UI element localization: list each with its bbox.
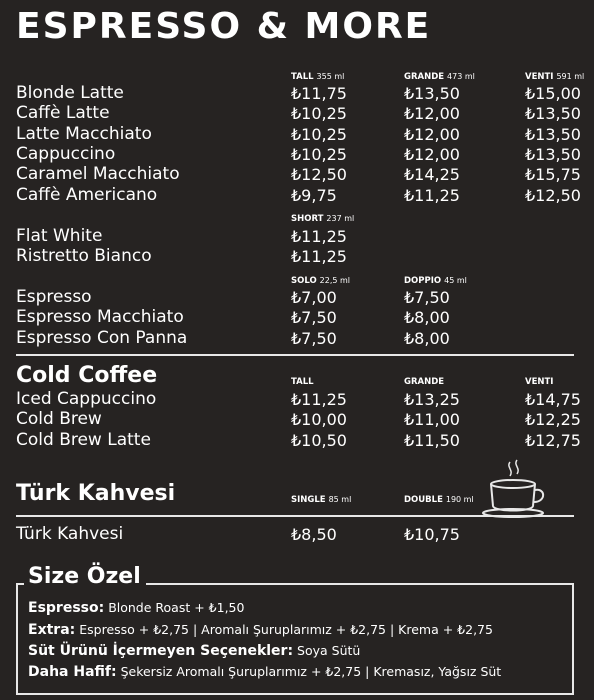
price: ₺13,50 (525, 104, 581, 123)
size-header-double: DOUBLE 190 ml (404, 495, 474, 505)
size-header-tall: TALL (291, 377, 314, 387)
price: ₺9,75 (291, 186, 337, 205)
menu-item-name: Caffè Latte (16, 103, 110, 123)
menu-item-name: Türk Kahvesi (16, 524, 124, 544)
menu-item-name: Ristretto Bianco (16, 246, 152, 266)
price: ₺13,50 (525, 125, 581, 144)
price: ₺12,50 (291, 165, 347, 184)
menu-item-name: Caffè Americano (16, 185, 158, 205)
size-header-grande: GRANDE (404, 377, 445, 387)
size-header-tall: TALL 355 ml (291, 72, 345, 82)
price: ₺10,50 (291, 431, 347, 450)
menu-item-name: Caramel Macchiato (16, 164, 180, 184)
section-title-cold-coffee: Cold Coffee (16, 363, 158, 388)
option-label: Extra: (28, 622, 76, 638)
price: ₺12,00 (404, 104, 460, 123)
menu-item-name: Cappuccino (16, 144, 116, 164)
price: ₺8,00 (404, 329, 450, 348)
divider (16, 515, 574, 517)
size-header-short: SHORT 237 ml (291, 214, 355, 224)
price: ₺10,25 (291, 104, 347, 123)
price: ₺11,25 (291, 247, 347, 266)
menu-item-name: Espresso Macchiato (16, 307, 184, 327)
size-header-single: SINGLE 85 ml (291, 495, 352, 505)
coffee-cup-icon (480, 458, 550, 522)
price: ₺11,75 (291, 84, 347, 103)
size-header-venti: VENTI 591 ml (525, 72, 585, 82)
option-label: Daha Hafif: (28, 664, 117, 680)
menu-item-name: Iced Cappuccino (16, 389, 157, 409)
price: ₺11,50 (404, 431, 460, 450)
menu-item-name: Flat White (16, 226, 103, 246)
price: ₺11,00 (404, 410, 460, 429)
menu-item-name: Cold Brew Latte (16, 430, 151, 450)
option-label: Süt Ürünü İçermeyen Seçenekler: (28, 643, 294, 659)
option-label: Espresso: (28, 600, 105, 616)
size-header-doppio: DOPPIO 45 ml (404, 276, 467, 286)
price: ₺12,50 (525, 186, 581, 205)
price: ₺7,00 (291, 288, 337, 307)
section-title-turk-kahvesi: Türk Kahvesi (16, 481, 176, 506)
price: ₺8,00 (404, 308, 450, 327)
price: ₺11,25 (404, 186, 460, 205)
divider (16, 354, 574, 356)
size-header-grande: GRANDE 473 ml (404, 72, 475, 82)
menu-item-name: Espresso (16, 287, 92, 307)
option-row (28, 643, 360, 659)
price: ₺10,25 (291, 125, 347, 144)
option-row (28, 664, 501, 680)
price: ₺7,50 (404, 288, 450, 307)
price: ₺10,75 (404, 525, 460, 544)
price: ₺12,25 (525, 410, 581, 429)
options-box-border (146, 583, 574, 585)
price: ₺13,50 (404, 84, 460, 103)
price: ₺13,50 (525, 145, 581, 164)
menu-item-name: Blonde Latte (16, 83, 124, 103)
options-title: Size Özel (28, 564, 141, 589)
size-header-venti: VENTI (525, 377, 554, 387)
price: ₺10,00 (291, 410, 347, 429)
option-row (28, 600, 244, 616)
menu-item-name: Latte Macchiato (16, 124, 152, 144)
price: ₺7,50 (291, 308, 337, 327)
option-text: Espresso + ₺2,75 | Aromalı Şuruplarımız + ₺2,75 | Krema + ₺2,75 (79, 622, 493, 637)
price: ₺10,25 (291, 145, 347, 164)
price: ₺12,75 (525, 431, 581, 450)
price: ₺11,25 (291, 227, 347, 246)
price: ₺14,75 (525, 390, 581, 409)
size-header-solo: SOLO 22,5 ml (291, 276, 351, 286)
price: ₺8,50 (291, 525, 337, 544)
price: ₺12,00 (404, 145, 460, 164)
options-box-border (16, 583, 24, 585)
price: ₺15,75 (525, 165, 581, 184)
price: ₺13,25 (404, 390, 460, 409)
price: ₺14,25 (404, 165, 460, 184)
price: ₺7,50 (291, 329, 337, 348)
price: ₺12,00 (404, 125, 460, 144)
menu-item-name: Cold Brew (16, 409, 102, 429)
option-text: Soya Sütü (297, 643, 361, 658)
price: ₺11,25 (291, 390, 347, 409)
menu-title: ESPRESSO & MORE (16, 6, 432, 47)
menu-item-name: Espresso Con Panna (16, 328, 188, 348)
option-row (28, 622, 493, 638)
option-text: Blonde Roast + ₺1,50 (108, 600, 245, 615)
price: ₺15,00 (525, 84, 581, 103)
option-text: Şekersiz Aromalı Şuruplarımız + ₺2,75 | Kremasız, Yağsız Süt (120, 664, 502, 679)
